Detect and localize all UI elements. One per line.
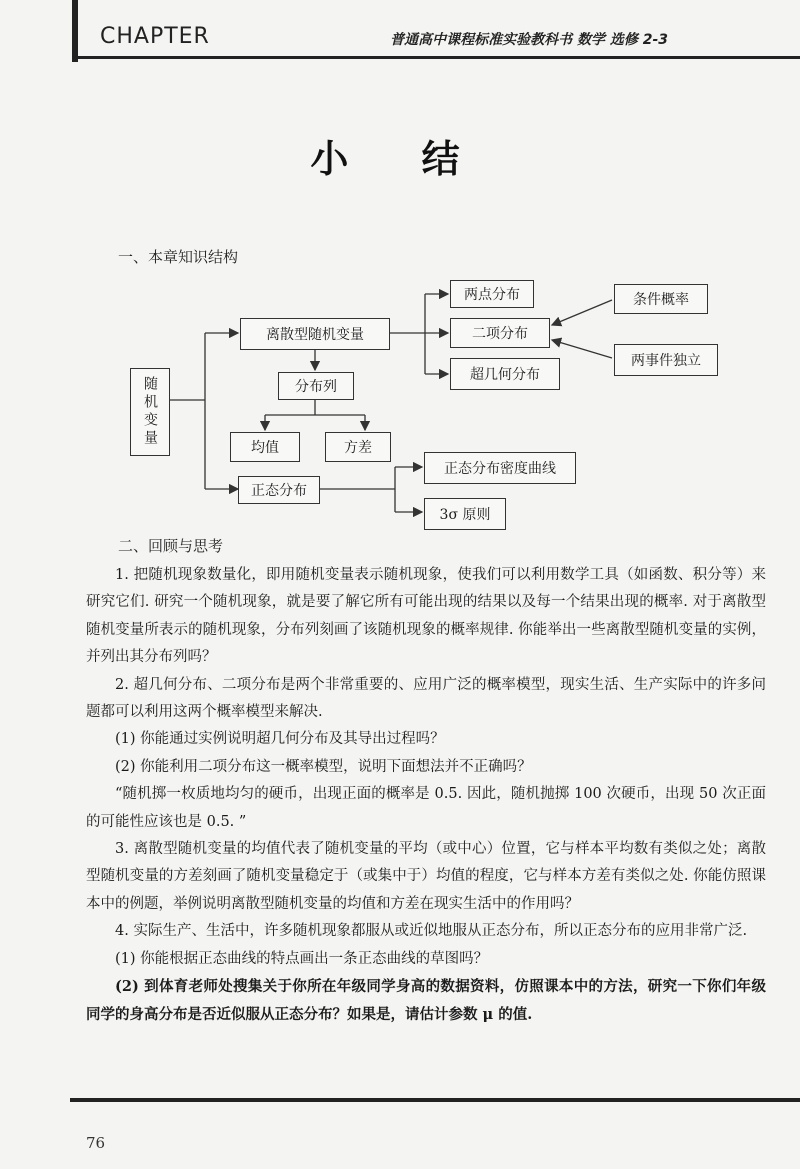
diagram-node-binomial: 二项分布	[450, 318, 550, 348]
section-heading-structure: 一、本章知识结构	[118, 248, 239, 266]
diagram-node-distribution: 分布列	[278, 372, 354, 400]
diagram-node-conditional: 条件概率	[614, 284, 708, 314]
paragraph: (1) 你能根据正态曲线的特点画出一条正态曲线的草图吗？	[115, 950, 489, 967]
quoted-statement: “随机掷一枚质地均匀的硬币，出现正面的概率是 0.5. 因此，随机抛掷 100 次硬币，出现 50 次正面的可能性应该也是 0.5. ”	[86, 786, 766, 830]
paragraph: 2. 超几何分布、二项分布是两个非常重要的、应用广泛的概率模型，现实生活、生产实际中的许多问题都可以利用这两个概率模型来解决.	[86, 676, 766, 721]
diagram-node-independent: 两事件独立	[614, 344, 718, 376]
paragraph: (1) 你能通过实例说明超几何分布及其导出过程吗？	[115, 731, 445, 748]
diagram-node-two-point: 两点分布	[450, 280, 534, 308]
diagram-node-mean: 均值	[230, 432, 300, 462]
review-questions	[86, 562, 766, 1028]
page-number: 76	[86, 1134, 106, 1152]
section-heading-review: 二、回顾与思考	[118, 537, 224, 555]
header-spine	[72, 0, 78, 62]
paragraph: 1. 把随机现象数量化，即用随机变量表示随机现象，使我们可以利用数学工具（如函数、积分等）来研究它们. 研究一个随机现象，就是要了解它所有可能出现的结果以及每一个结果出现的概率. 对于离散型随机变量所表示的随机现象，分布列刻画了该随机现象的概率规律. 你能举出一些离散型随机变量的实例，并列出其分布列吗？	[86, 567, 766, 666]
diagram-node-random-variable	[130, 368, 170, 456]
paragraph: 3. 离散型随机变量的均值代表了随机变量的平均（或中心）位置，它与样本平均数有类似之处；离散型随机变量的方差刻画了随机变量稳定于（或集中于）均值的程度，它与样本方差有类似之处. 你能仿照课本中的例题，举例说明离散型随机变量的均值和方差在现实生活中的作用吗？	[86, 841, 766, 912]
diagram-node-hypergeometric: 超几何分布	[450, 358, 560, 390]
paragraph: 4. 实际生产、生活中，许多随机现象都服从或近似地服从正态分布，所以正态分布的应用非常广泛.	[115, 923, 748, 940]
knowledge-diagram	[120, 270, 760, 540]
chapter-label: CHAPTER	[100, 24, 210, 49]
diagram-node-normal-curve: 正态分布密度曲线	[424, 452, 576, 484]
footer-rule	[70, 1098, 800, 1102]
diagram-node-discrete: 离散型随机变量	[240, 318, 390, 350]
diagram-node-normal: 正态分布	[238, 476, 320, 504]
paragraph: (2) 你能利用二项分布这一概率模型，说明下面想法并不正确吗？	[115, 758, 532, 775]
book-title: 普通高中课程标准实验教科书 数学 选修 2-3	[390, 32, 668, 48]
paragraph: (2) 到体育老师处搜集关于你所在年级同学身高的数据资料，仿照课本中的方法，研究一下你们年级同学的身高分布是否近似服从正态分布？如果是，请估计参数 μ 的值.	[86, 978, 766, 1023]
header-rule	[72, 56, 800, 59]
diagram-node-three-sigma: 3σ 原则	[424, 498, 506, 530]
diagram-node-variance: 方差	[325, 432, 391, 462]
page-title: 小 结	[310, 137, 490, 181]
diagram-node-random-variable-label: 随机变量	[142, 376, 158, 448]
